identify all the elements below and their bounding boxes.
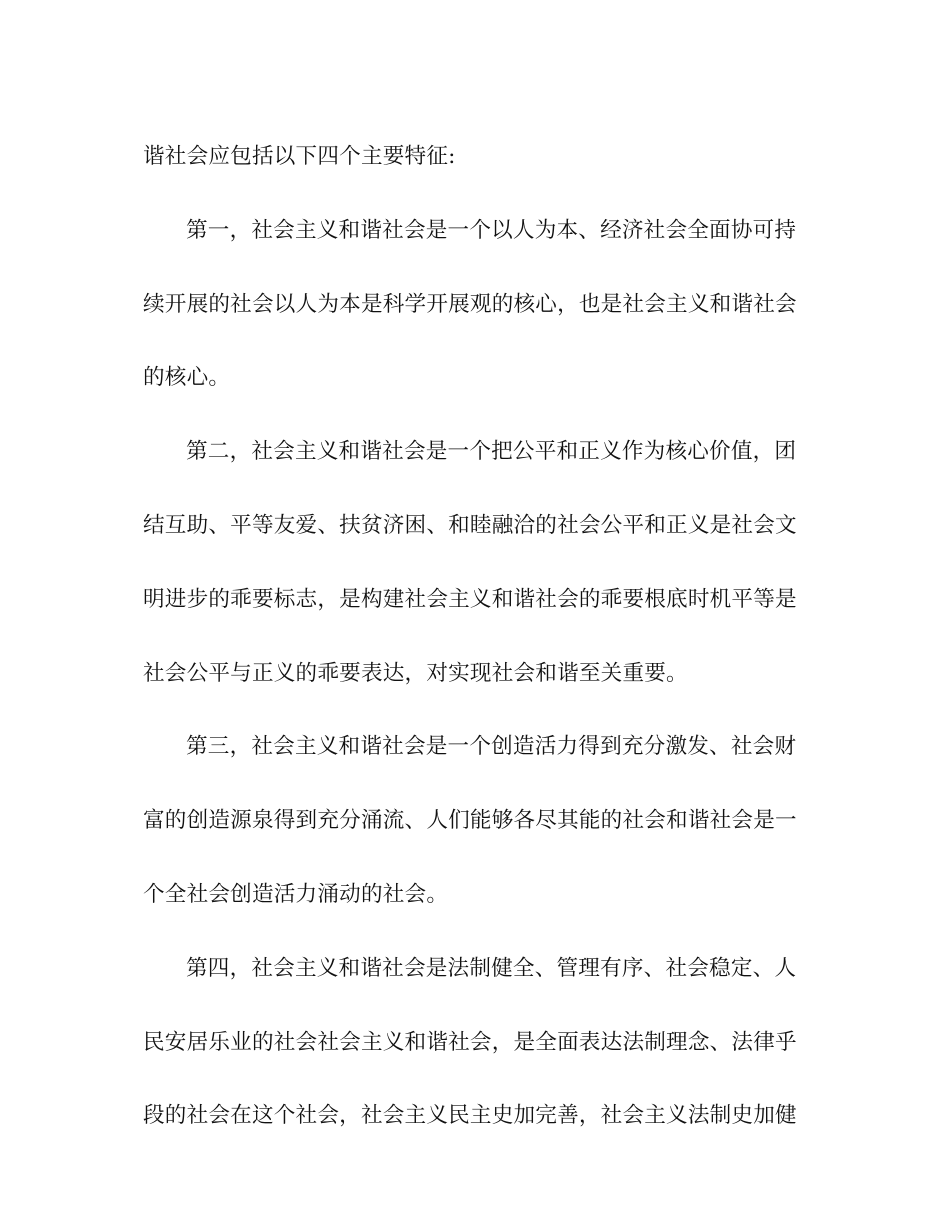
- text-line: 谐社会应包括以下四个主要特征:: [143, 144, 456, 169]
- text-line: 结互助、平等友爱、扶贫济困、和睦融洽的社会公平和正义是社会文: [143, 512, 797, 538]
- text-line: 的核心。: [143, 365, 231, 391]
- paragraph-first-line: 第四，社会主义和谐社会是法制健全、管理有序、社会稳定、人: [186, 955, 797, 981]
- text-line: 个全社会创造活力涌动的社会。: [143, 881, 449, 907]
- text-line: 民安居乐业的社会社会主义和谐社会，是全面表达法制理念、法律乎: [143, 1029, 797, 1055]
- document-body: [143, 120, 795, 1153]
- paragraph-first-line: 第一，社会主义和谐社会是一个以人为本、经济社会全面协可持: [186, 217, 797, 243]
- paragraph-first-line: 第三，社会主义和谐社会是一个创造活力得到充分激发、社会财: [186, 734, 797, 760]
- text-line: 社会公平与正义的乖要表达，对实现社会和谐至关重要。: [143, 660, 688, 686]
- text-line: 续开展的社会以人为本是科学开展观的核心，也是社会主义和谐社会: [143, 291, 797, 317]
- paragraph-first-line: 第二，社会主义和谐社会是一个把公平和正义作为核心价值，团: [186, 439, 797, 465]
- text-line: 富的创造源泉得到充分涌流、人们能够各尽其能的社会和谐社会是一: [143, 808, 797, 834]
- text-line: 段的社会在这个社会，社会主义民主史加完善，社会主义法制史加健: [143, 1103, 797, 1129]
- text-line: 明进步的乖要标志，是构建社会主义和谐社会的乖要根底时机平等是: [143, 586, 797, 612]
